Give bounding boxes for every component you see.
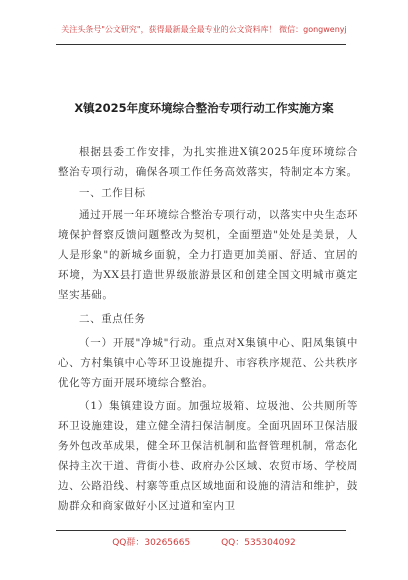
goals-paragraph: 通过开展一年环境综合整治专项行动，以落实中央生态环境保护督察反馈问题整改为契机，全面塑造"处处是美景，人人是形象"的新城乡面貌，全力打造更加美丽、舒适、宜居的环境，为XX县打造世界级旅游景区和创建全国文明城市奠定坚实基础。 (58, 209, 358, 301)
footer-divider (56, 530, 346, 531)
header-divider (56, 44, 346, 45)
section-heading-tasks: 二、重点任务 (79, 313, 146, 325)
section-heading-goals: 一、工作目标 (79, 187, 146, 199)
footer-qq-group: QQ群：30265665 (112, 538, 191, 548)
task-paragraph-1: （一）开展"净城"行动。重点对X集镇中心、阳凤集镇中心、方村集镇中心等环卫设施提升、市容秩序规范、公共秩序优化等方面开展环境综合整治。 (58, 337, 358, 389)
footer (0, 535, 408, 548)
document-title: X镇2025年度环境综合整治专项行动工作实施方案 (74, 101, 334, 115)
task-subparagraph-1: （1）集镇建设方面。加强垃圾箱、垃圾池、公共厕所等环卫设施建设，建立健全清扫保洁制度。全面巩固环卫保洁服务外包改革成果，健全环卫保洁机制和监督管理机制，常态化保持主次干道、背街小巷、政府办公区域、农贸市场、学校周边、公路沿线、村寨等重点区域地面和设施的清洁和维护，鼓励群众和商家做好小区过道和室内卫 (58, 400, 358, 512)
intro-paragraph: 根据县委工作安排，为扎实推进X镇2025年度环境综合整治专项行动，确保各项工作任务高效落实，特制定本方案。 (58, 146, 358, 178)
top-banner: 关注头条号"公文研究"，获得最新最全最专业的公文资料库！ 微信：gongwenyj (61, 25, 347, 34)
footer-qq: QQ：535304092 (221, 538, 296, 548)
